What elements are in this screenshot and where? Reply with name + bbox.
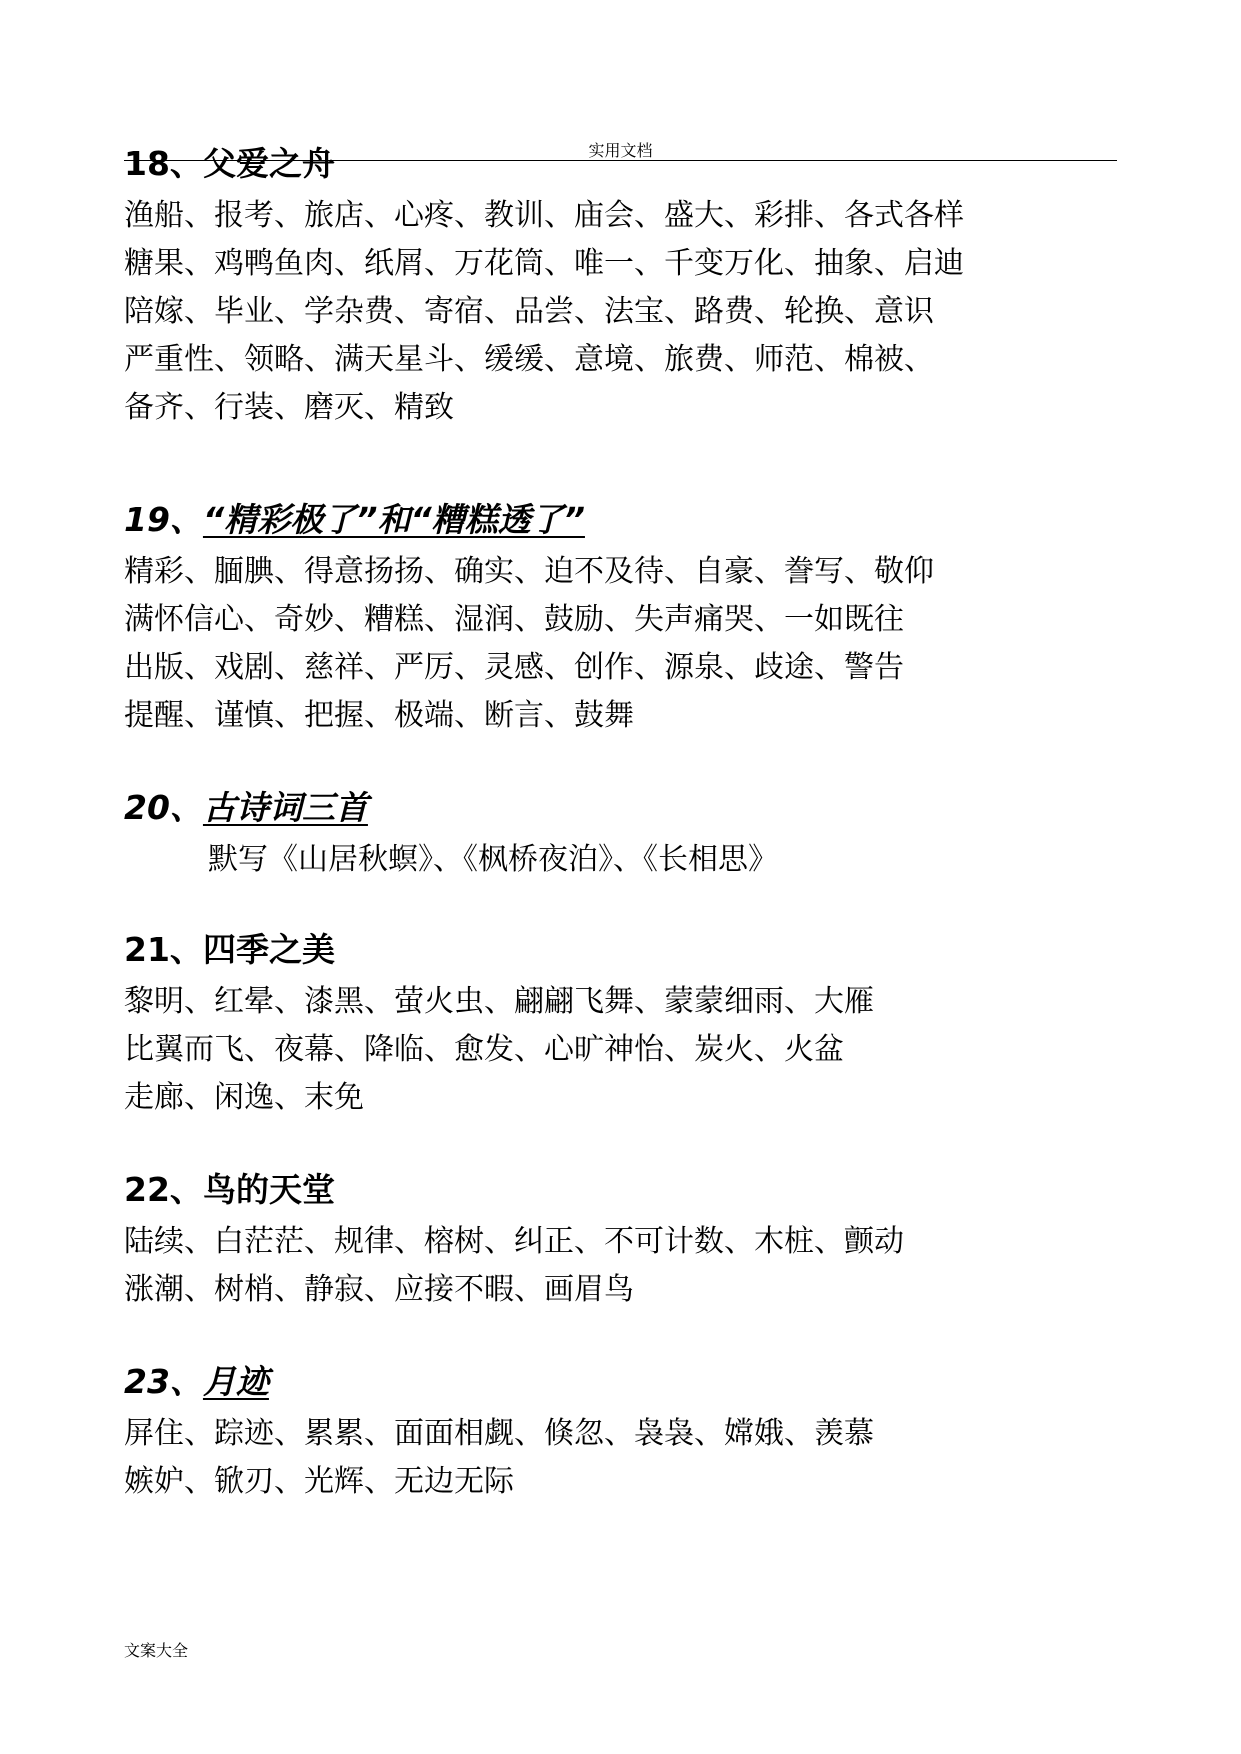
vocab-line: 黎明、红晕、漆黑、萤火虫、翩翩飞舞、蒙蒙细雨、大雁 xyxy=(124,984,874,1019)
vocab-line: 陆续、白茫茫、规律、榕树、纠正、不可计数、木桩、颤动 xyxy=(124,1224,904,1259)
vocab-line: 精彩、腼腆、得意扬扬、确实、迫不及待、自豪、誊写、敬仰 xyxy=(124,554,934,589)
section-22 xyxy=(124,1168,1114,1314)
section-title-text: 古诗词三首 xyxy=(202,788,368,827)
section-number: 22、 xyxy=(124,1170,203,1209)
vocab-line: 屏住、踪迹、累累、面面相觑、倏忽、袅袅、嫦娥、羡慕 xyxy=(124,1416,874,1451)
vocab-line: 渔船、报考、旅店、心疼、教训、庙会、盛大、彩排、各式各样 xyxy=(124,198,964,233)
section-title xyxy=(124,1168,1114,1212)
vocab-line: 备齐、行装、磨灭、精致 xyxy=(124,390,454,425)
vocab-line: 比翼而飞、夜幕、降临、愈发、心旷神怡、炭火、火盆 xyxy=(124,1032,844,1067)
section-title-text: 父爱之舟 xyxy=(202,144,335,183)
section-number: 20、 xyxy=(124,788,203,827)
section-title xyxy=(124,928,1114,972)
vocab-line: 出版、戏剧、慈祥、严厉、灵感、创作、源泉、歧途、警告 xyxy=(124,650,904,685)
vocab-line: 涨潮、树梢、静寂、应接不暇、画眉鸟 xyxy=(124,1272,634,1307)
vocab-line: 嫉妒、锨刃、光辉、无边无际 xyxy=(124,1464,514,1499)
section-title xyxy=(124,498,1114,542)
section-19 xyxy=(124,498,1114,740)
section-title xyxy=(124,1360,1114,1404)
section-title xyxy=(124,142,1114,186)
vocab-line: 陪嫁、毕业、学杂费、寄宿、品尝、法宝、路费、轮换、意识 xyxy=(124,294,934,329)
vocab-line: 糖果、鸡鸭鱼肉、纸屑、万花筒、唯一、千变万化、抽象、启迪 xyxy=(124,246,964,281)
section-title-text: “精彩极了”和“糟糕透了” xyxy=(202,500,585,539)
vocab-line: 默写《山居秋螟》、《枫桥夜泊》、《长相思》 xyxy=(208,842,778,877)
section-number: 19、 xyxy=(124,500,203,539)
section-title-text: 月迹 xyxy=(202,1362,269,1401)
section-title-text: 四季之美 xyxy=(202,930,335,969)
section-title xyxy=(124,786,1114,830)
section-number: 21、 xyxy=(124,930,203,969)
section-title-text: 鸟的天堂 xyxy=(202,1170,335,1209)
section-18 xyxy=(124,142,1114,432)
vocab-line: 提醒、谨慎、把握、极端、断言、鼓舞 xyxy=(124,698,634,733)
vocab-line: 走廊、闲逸、末免 xyxy=(124,1080,364,1115)
section-21 xyxy=(124,928,1114,1122)
page-header: 实用文档 xyxy=(588,141,653,160)
section-20 xyxy=(124,786,1114,884)
section-23 xyxy=(124,1360,1114,1506)
vocab-line: 满怀信心、奇妙、糟糕、湿润、鼓励、失声痛哭、一如既往 xyxy=(124,602,904,637)
section-number: 23、 xyxy=(124,1362,203,1401)
vocab-line: 严重性、领略、满天星斗、缓缓、意境、旅费、师范、棉被、 xyxy=(124,342,934,377)
page-footer: 文案大全 xyxy=(124,1641,189,1660)
section-number: 18、 xyxy=(124,144,203,183)
